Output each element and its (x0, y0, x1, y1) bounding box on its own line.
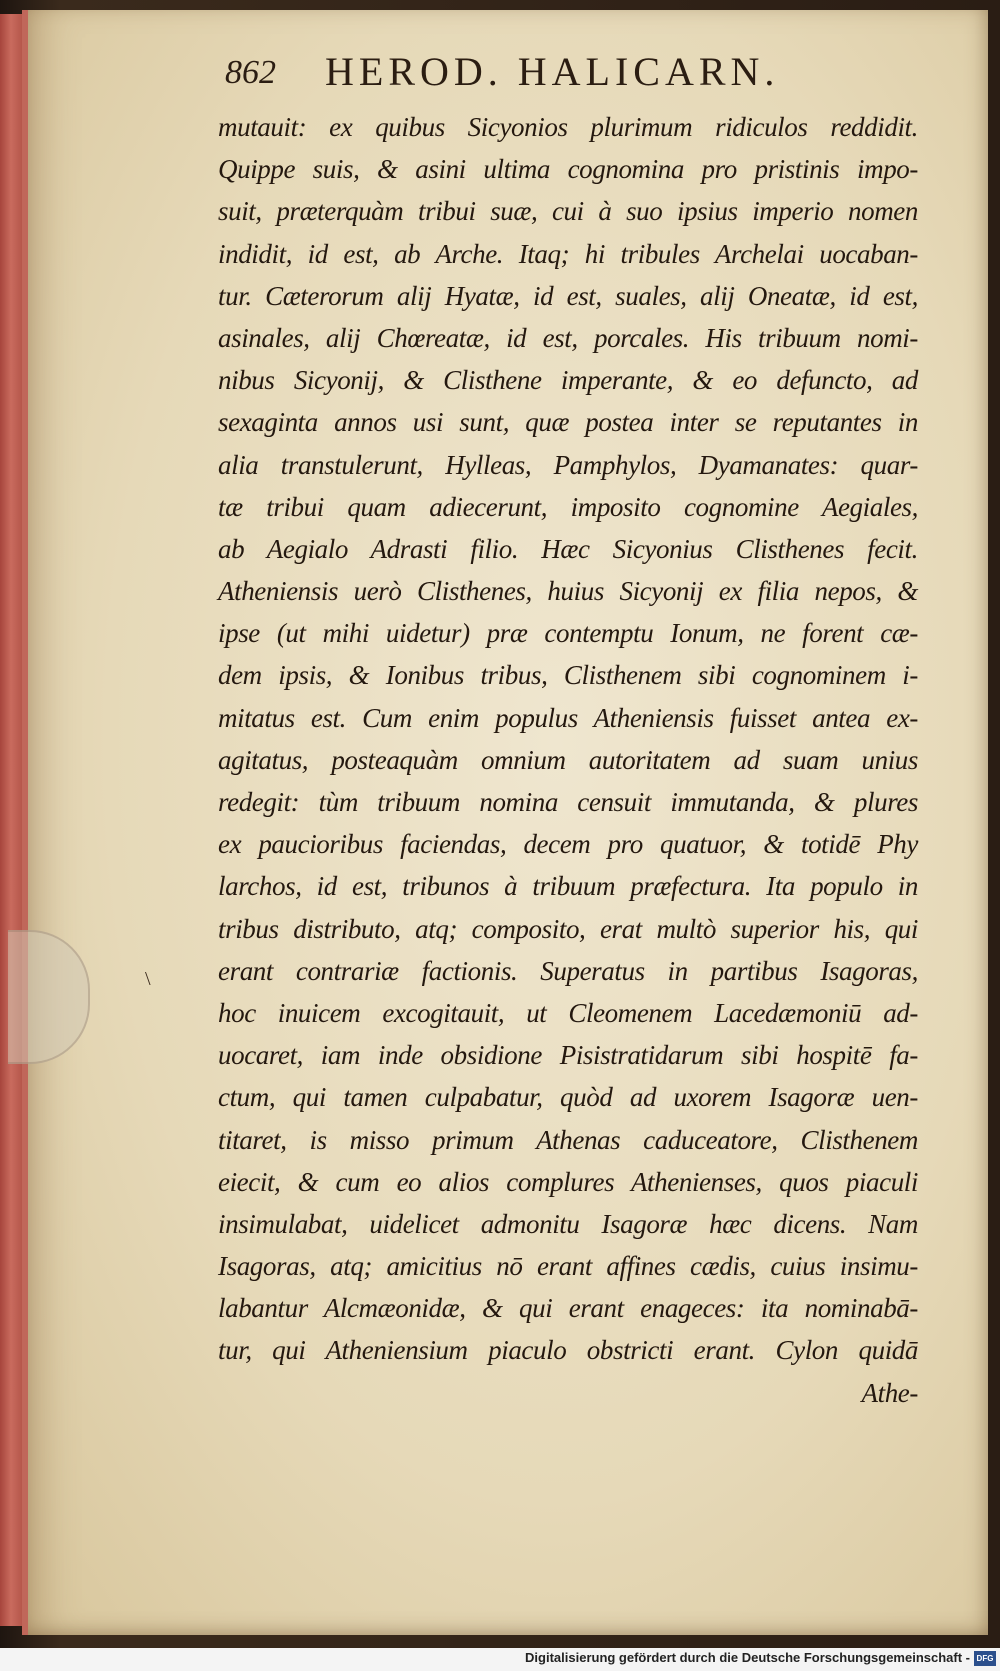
text-line: insimulabat, uidelicet admonitu Isagoræ hæc dicens. Nam (218, 1208, 918, 1239)
running-head: HEROD. HALICARN. (325, 49, 780, 94)
text-line: ex paucioribus faciendas, decem pro quatuor, & totidē Phy (218, 829, 918, 860)
text-line: titaret, is misso primum Athenas caduceatore, Clisthenem (218, 1124, 918, 1155)
margin-mark: \ (145, 968, 151, 990)
footer-bar (0, 1648, 1000, 1671)
text-line: redegit: tùm tribuum nomina censuit immutanda, & plures (218, 787, 918, 817)
text-line: nibus Sicyonij, & Clisthene imperante, & eo defuncto, ad (218, 365, 918, 396)
page-number: 862 (225, 54, 276, 91)
text-line: sexaginta annos usi sunt, quæ postea inter se reputantes in (218, 407, 918, 438)
text-line: mutauit: ex quibus Sicyonios plurimum ridiculos reddidit. (218, 112, 918, 142)
text-line: tur, qui Atheniensium piaculo obstricti erant. Cylon quidā (218, 1335, 918, 1366)
text-line: Isagoras, atq; amicitius nō erant affines cædis, cuius insimu- (218, 1251, 918, 1282)
text-line: hoc inuicem excogitauit, ut Cleomenem Lacedæmoniū ad- (218, 997, 918, 1028)
text-line: tur. Cæterorum alij Hyatæ, id est, suales, alij Oneatæ, id est, (218, 280, 918, 311)
text-line: ctum, qui tamen culpabatur, quòd ad uxorem Isagoræ uen- (218, 1082, 918, 1113)
text-line: tribus distributo, atq; composito, erat multò superior his, qui (218, 913, 918, 944)
text-line: larchos, id est, tribunos à tribuum præfectura. Ita populo in (218, 871, 918, 902)
text-line: Quippe suis, & asini ultima cognomina pro pristinis impo- (218, 154, 918, 185)
text-line: dem ipsis, & Ionibus tribus, Clisthenem sibi cognominem i- (218, 660, 918, 691)
text-line: mitatus est. Cum enim populus Atheniensis fuisset antea ex- (218, 702, 918, 733)
text-line: indidit, id est, ab Arche. Itaq; hi tribules Archelai uocaban- (218, 238, 918, 269)
text-line: ab Aegialo Adrasti filio. Hæc Sicyonius Clisthenes fecit. (218, 533, 918, 564)
text-line: tæ tribui quam adiecerunt, imposito cognomine Aegiales, (218, 491, 918, 522)
text-line: agitatus, posteaquàm omnium autoritatem ad suam unius (218, 744, 918, 775)
page-header (225, 48, 905, 98)
text-line: uocaret, iam inde obsidione Pisistratidarum sibi hospitē fa- (218, 1040, 918, 1071)
dfg-logo-icon[interactable]: DFG (974, 1651, 996, 1666)
text-line: asinales, alij Chœreatæ, id est, porcales. His tribuum nomi- (218, 322, 918, 353)
text-line: suit, præterquàm tribui suæ, cui à suo ipsius imperio nomen (218, 196, 918, 227)
catchword: Athe- (861, 1377, 918, 1408)
page-edge-red (0, 14, 22, 1626)
text-line: Atheniensis uerò Clisthenes, huius Sicyonij ex filia nepos, & (218, 576, 918, 607)
text-line: alia transtulerunt, Hylleas, Pamphylos, Dyamanates: quar- (218, 449, 918, 480)
text-line: ipse (ut mihi uidetur) præ contemptu Ionum, ne forent cæ- (218, 618, 918, 649)
text-line: labantur Alcmæonidæ, & qui erant enageces: ita nominabā- (218, 1293, 918, 1324)
text-line: eiecit, & cum eo alios complures Athenienses, quos piaculi (218, 1166, 918, 1197)
text-line: erant contrariæ factionis. Superatus in partibus Isagoras, (218, 955, 918, 986)
body-text (218, 106, 918, 1414)
footer-credit: Digitalisierung gefördert durch die Deutsche Forschungsgemeinschaft - (525, 1650, 970, 1665)
